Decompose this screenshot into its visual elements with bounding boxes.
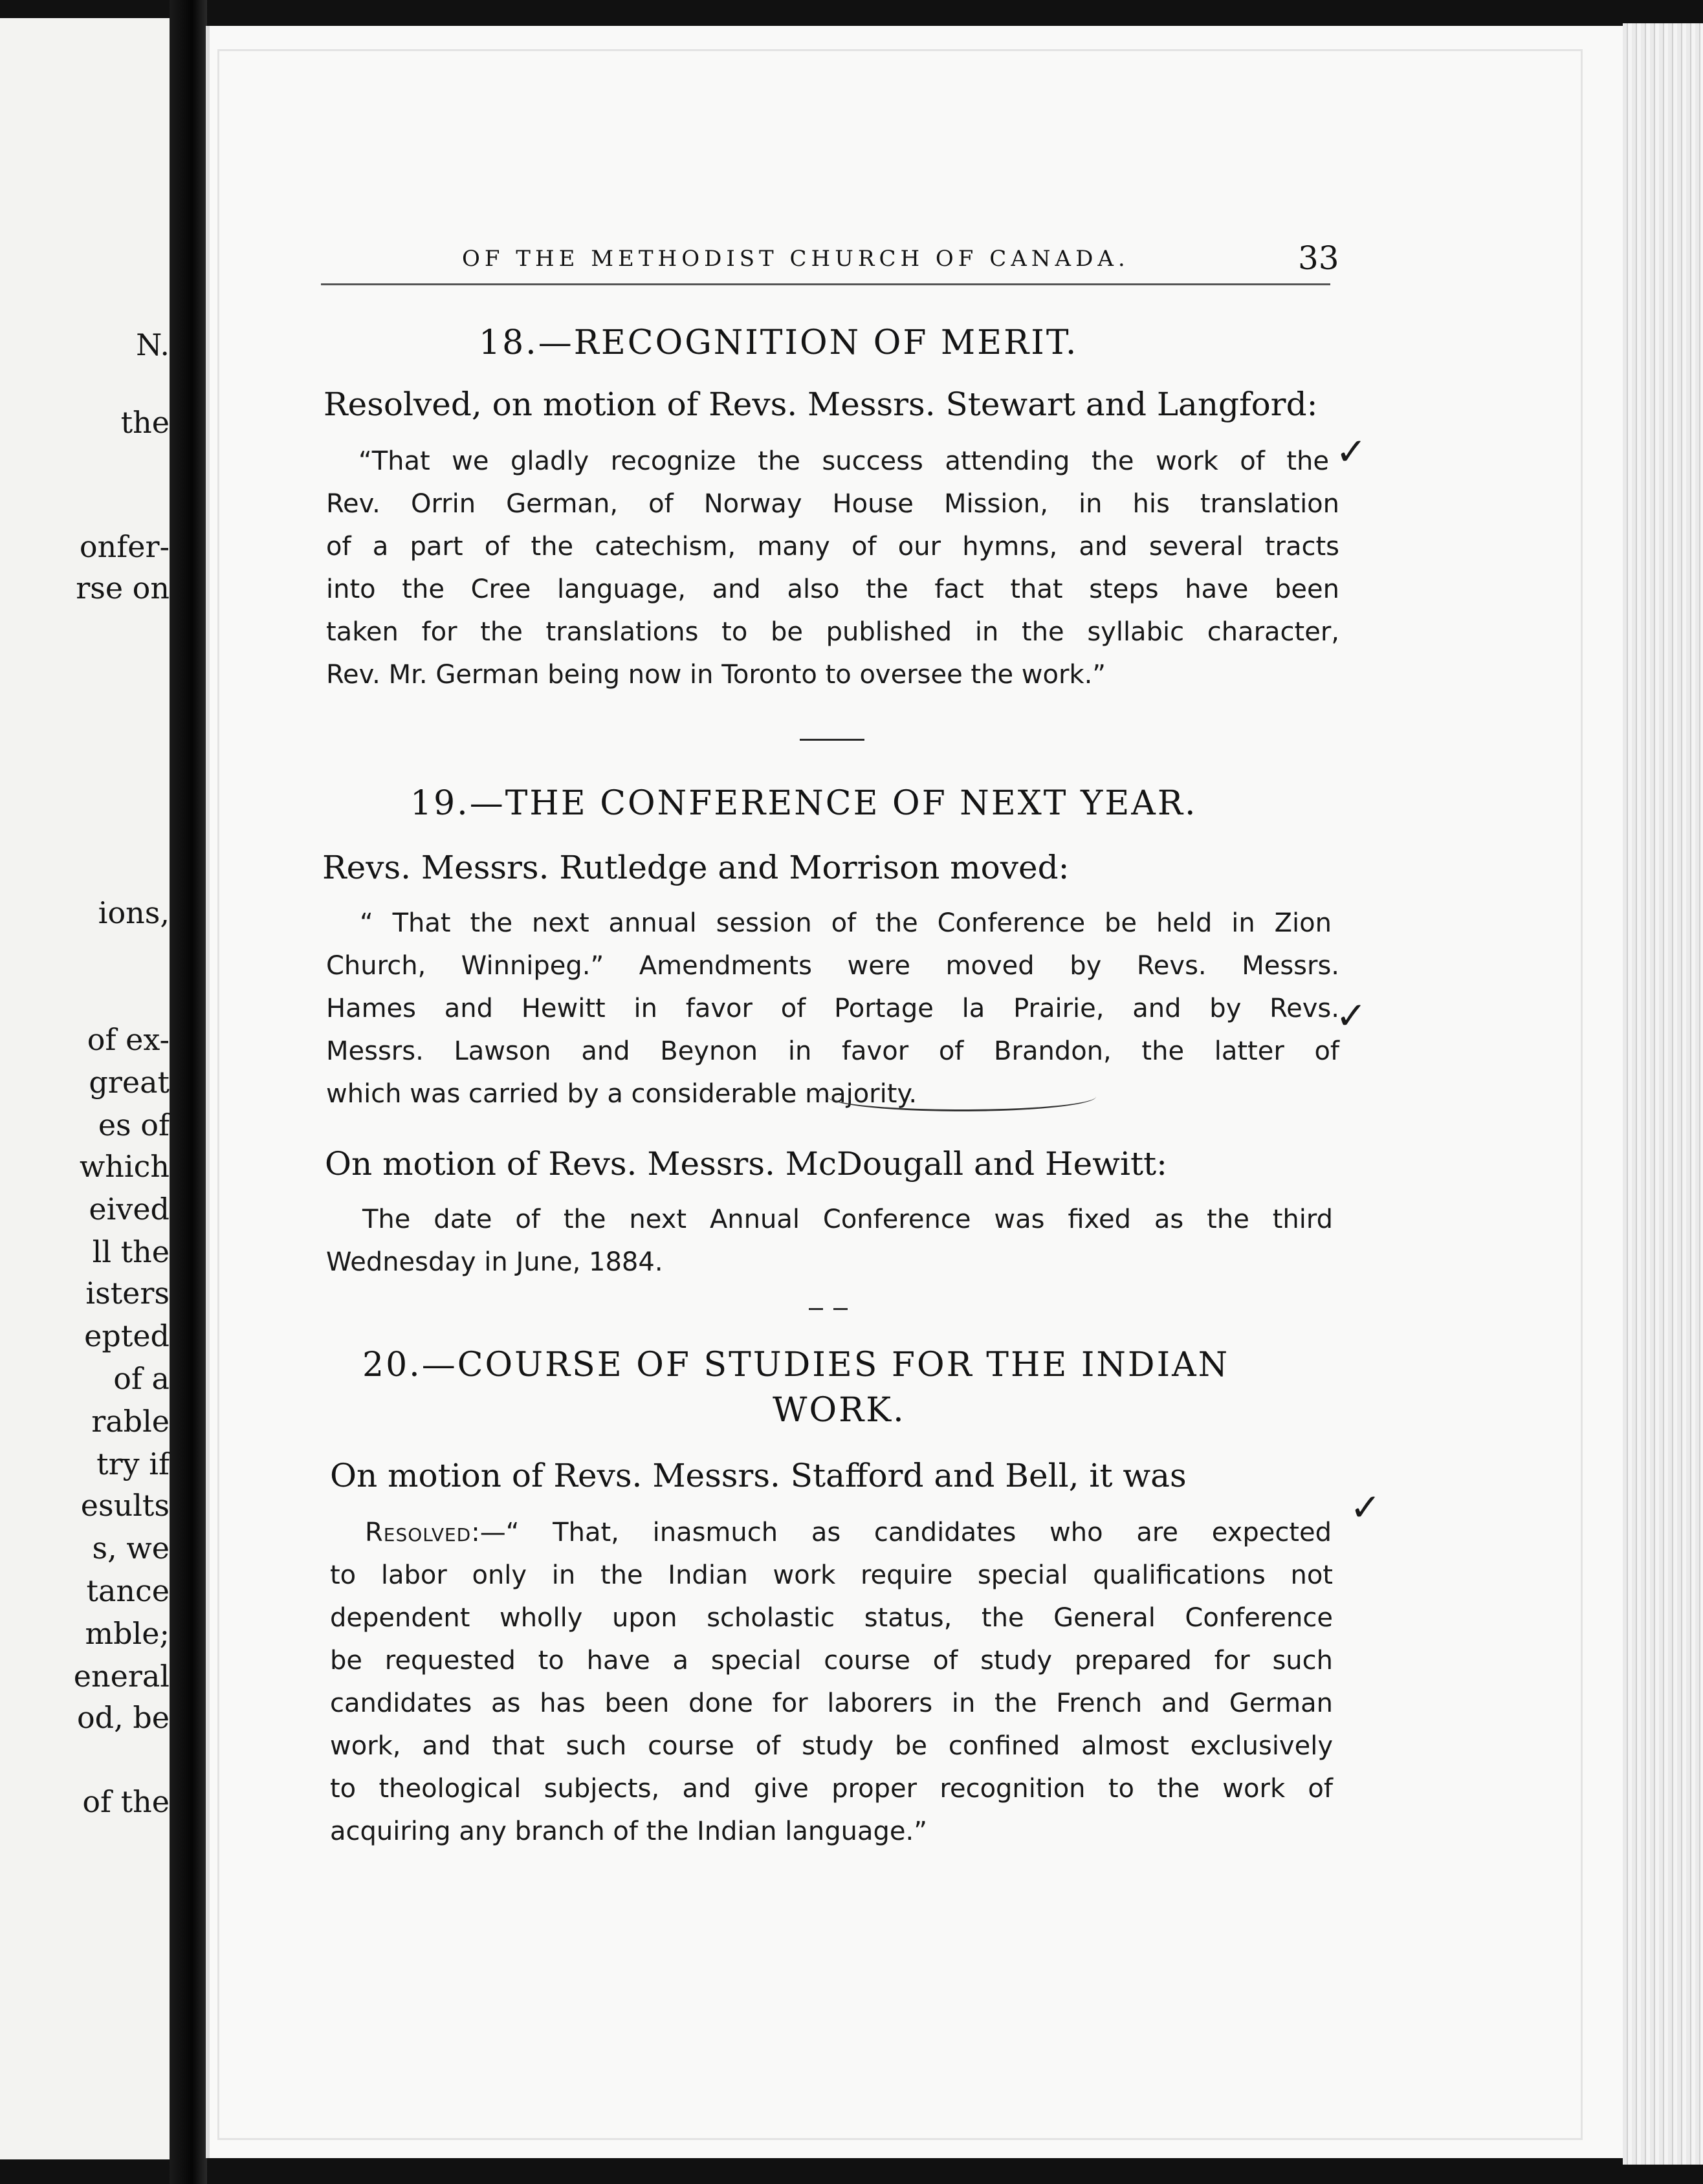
section-divider <box>833 1308 848 1310</box>
section-19-line: which was carried by a considerable majority. <box>326 1079 917 1109</box>
section-20-line: dependent wholly upon scholastic status, the General Conference <box>330 1603 1333 1633</box>
section-20-line-rest: :—“ That, inasmuch as candidates who are expected <box>471 1518 1332 1547</box>
left-page-line: of a <box>113 1361 170 1396</box>
left-page-line: of ex- <box>87 1022 170 1057</box>
book-gutter <box>170 0 207 2184</box>
left-page-line: rse on <box>76 571 170 606</box>
section-18-line: of a part of the catechism, many of our hymns, and several tracts <box>326 532 1339 562</box>
left-page-line: es of <box>98 1108 170 1142</box>
section-20-line <box>365 1518 1332 1547</box>
left-page-line: s, we <box>92 1531 170 1566</box>
left-page-line: try if <box>96 1447 170 1481</box>
left-page-line: isters <box>85 1276 170 1311</box>
section-20-line: to labor only in the Indian work require special qualifications not <box>330 1560 1333 1590</box>
section-19-line: Wednesday in June, 1884. <box>326 1247 663 1277</box>
left-page-line: rable <box>91 1404 170 1439</box>
left-page-line: mble; <box>85 1616 170 1651</box>
checkmark-icon: ✓ <box>1335 430 1367 474</box>
section-18-intro: Resolved, on motion of Revs. Messrs. Stewart and Langford: <box>324 386 1318 423</box>
checkmark-icon: ✓ <box>1350 1485 1381 1529</box>
left-page-line: the <box>120 405 170 440</box>
section-20-heading: 20.—COURSE OF STUDIES FOR THE INDIAN <box>362 1346 1230 1384</box>
section-19-line: Church, Winnipeg.” Amendments were moved by Revs. Messrs. <box>326 951 1339 981</box>
section-20-intro: On motion of Revs. Messrs. Stafford and Bell, it was <box>330 1457 1187 1494</box>
section-18-line: into the Cree language, and also the fact that steps have been <box>326 574 1339 604</box>
section-20-line: acquiring any branch of the Indian language.” <box>330 1817 927 1846</box>
left-facing-page <box>0 18 170 2159</box>
left-page-line: ll the <box>92 1234 170 1269</box>
section-18-line: Rev. Mr. German being now in Toronto to oversee the work.” <box>326 660 1106 690</box>
left-page-line: eneral <box>73 1659 170 1694</box>
section-19-intro-2: On motion of Revs. Messrs. McDougall and Hewitt: <box>325 1145 1167 1183</box>
left-page-line: ions, <box>98 895 170 930</box>
section-19-line: Messrs. Lawson and Beynon in favor of Brandon, the latter of <box>326 1036 1339 1066</box>
page-edges <box>1623 23 1703 2165</box>
section-18-line: “That we gladly recognize the success attending the work of the <box>358 446 1329 476</box>
left-page-line: great <box>89 1065 170 1100</box>
running-head: OF THE METHODIST CHURCH OF CANADA. <box>462 246 1130 272</box>
section-18-line: Rev. Orrin German, of Norway House Mission, in his translation <box>326 489 1339 519</box>
section-20-line: be requested to have a special course of study prepared for such <box>330 1646 1333 1676</box>
section-19-intro: Revs. Messrs. Rutledge and Morrison moved: <box>322 849 1070 886</box>
left-page-line: tance <box>86 1573 170 1608</box>
section-20-line: work, and that such course of study be confined almost exclusively <box>330 1731 1333 1761</box>
section-divider <box>800 739 864 741</box>
section-20-line: to theological subjects, and give proper recognition to the work of <box>330 1774 1333 1804</box>
section-19-line: The date of the next Annual Conference was fixed as the third <box>362 1205 1333 1234</box>
left-page-line: eived <box>89 1192 170 1227</box>
section-18-heading: 18.—RECOGNITION OF MERIT. <box>479 323 1079 362</box>
section-19-line: “ That the next annual session of the Conference be held in Zion <box>360 908 1332 938</box>
left-page-line: epted <box>84 1318 170 1353</box>
section-18-line: taken for the translations to be published in the syllabic character, <box>326 617 1339 647</box>
section-19-line: Hames and Hewitt in favor of Portage la Prairie, and by Revs. <box>326 994 1339 1023</box>
left-page-line: esults <box>80 1488 170 1523</box>
resolved-label: Resolved <box>365 1518 472 1547</box>
checkmark-icon: ✓ <box>1335 994 1367 1038</box>
header-rule <box>321 283 1330 285</box>
left-page-line: which <box>79 1149 170 1184</box>
left-page-line: onfer- <box>79 529 170 564</box>
right-page <box>206 26 1627 2158</box>
page-number: 33 <box>1298 239 1339 277</box>
left-page-line: N. <box>136 327 170 362</box>
section-19-heading: 19.—THE CONFERENCE OF NEXT YEAR. <box>410 784 1198 823</box>
left-page-line: od, be <box>76 1700 170 1735</box>
left-page-line: of the <box>82 1784 170 1819</box>
section-20-heading-cont: WORK. <box>773 1391 906 1430</box>
section-20-line: candidates as has been done for laborers in the French and German <box>330 1688 1333 1718</box>
section-divider <box>809 1308 823 1310</box>
